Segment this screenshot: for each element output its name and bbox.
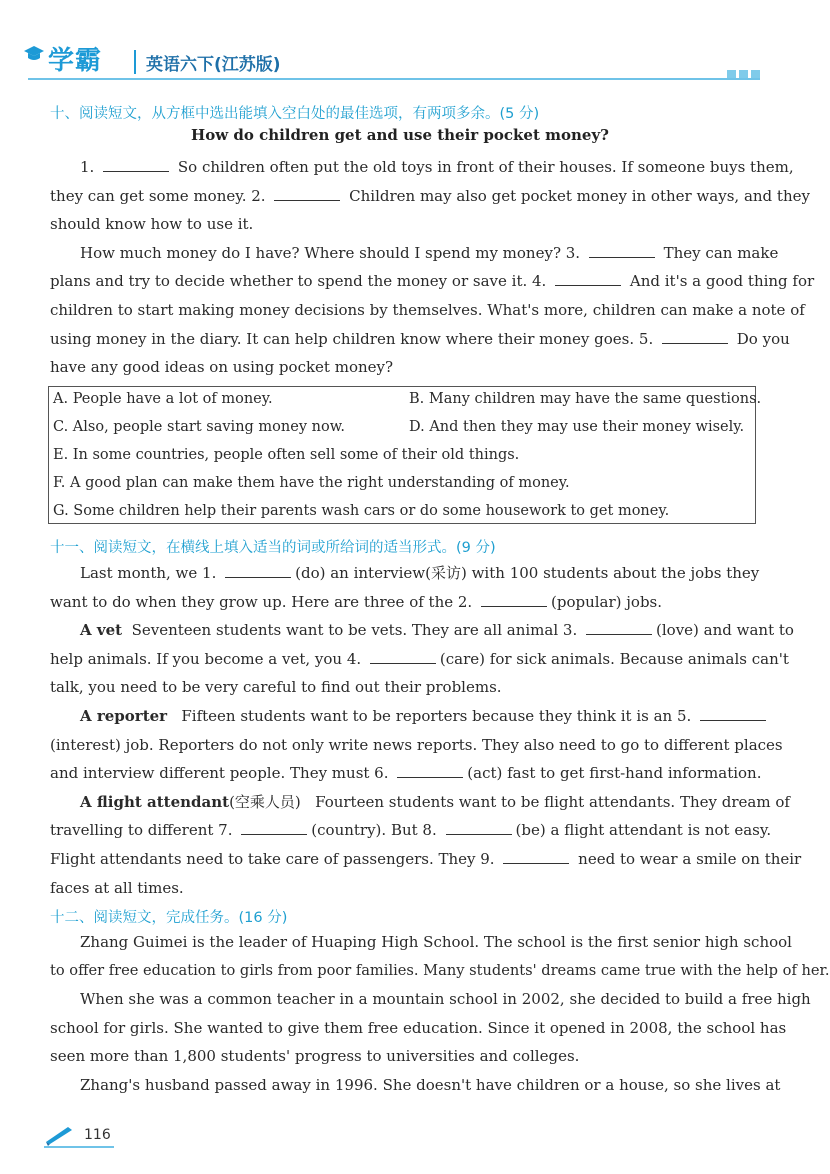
section-12-passage: Zhang Guimei is the leader of Huaping High School. The school is the first senior high school to offer free education to girls from poor families. Many students' dreams came true with the help of her. When she was a common teacher in a mountain school in 2002, she decided to build a free high school for girls. She wanted to give them free education. Since it opened in 2008, the school has seen more than 1,800 students' progress to universities and colleges. Zhang's husband passed away in 1996. She doesn't have children or a house, so she lives at [50,933,830,1094]
book-title: 英语六下(江苏版) [146,55,281,75]
passage-heading: How do children get and use their pocket money? [191,126,609,144]
answer-blank [662,342,728,344]
brand-logo: 学霸 [48,46,103,76]
graduation-cap-icon [22,42,46,66]
answer-blank [370,662,436,664]
option-e: E. In some countries, people often sell some of their old things. [53,447,520,463]
answer-blank [103,170,169,172]
header-decoration [724,64,760,83]
option-c: C. Also, people start saving money now. [53,419,345,435]
answer-blank [274,199,340,201]
answer-blank [241,833,307,835]
section-11-title: 十一、阅读短文，在横线上填入适当的词或所给词的适当形式。(9 分) [50,540,496,556]
page-header [28,40,760,86]
answer-blank [555,284,621,286]
section-11-passage: Last month, we 1. (do) an interview(采访) with 100 students about the jobs they want to do when they grow up. Here are three of the 2. (popular) jobs. A vet Seventeen students want to be vets. They are all animal 3. (love) and want to help animals. If you become a vet, you 4. (care) for sick animals. Because animals can't talk, you need to be very careful to find out their problems. A reporter Fifteen students want to be reporters because they think it is an 5. (interest) job. Reporters do not only write news reports. They also need to go to different places and interview different people. They must 6. (act) fast to get first-hand information. A flight attendant(空乘人员) Fourteen students want to be flight attendants. They dream of travelling to different 7. (country). But 8. (be) a flight attendant is not easy. Flight attendants need to take care of passengers. They 9. need to wear a smile on their faces at all times. [50,564,802,897]
option-g: G. Some children help their parents wash cars or do some housework to get money. [53,503,670,519]
answer-blank [481,605,547,607]
answer-blank [503,862,569,864]
section-10-title: 十、阅读短文，从方框中选出能填入空白处的最佳选项，有两项多余。(5 分) [50,106,540,122]
option-b: B. Many children may have the same questions. [409,391,762,407]
section-12-title: 十二、阅读短文，完成任务。(16 分) [50,910,288,926]
answer-blank [225,576,291,578]
header-rule [28,78,760,80]
answer-blank [589,256,655,258]
page-number: 116 [84,1127,111,1143]
brand-divider [134,50,136,74]
answer-blank [397,776,463,778]
option-d: D. And then they may use their money wisely. [409,419,745,435]
answer-blank [700,719,766,721]
option-f: F. A good plan can make them have the right understanding of money. [53,475,570,491]
answer-blank [586,633,652,635]
footer-rule [44,1146,114,1148]
options-box [48,386,762,524]
pencil-icon [44,1126,78,1146]
option-a: A. People have a lot of money. [53,391,273,407]
section-10-passage: 1. So children often put the old toys in front of their houses. If someone buys them, they can get some money. 2. Children may also get pocket money in other ways, and they should know how to use it. How much money do I have? Where should I spend my money? 3. They can make plans and try to decide whether to spend the money or save it. 4. And it's a good thing for children to start making money decisions by themselves. What's more, children can make a note of using money in the diary. It can help children know where their money goes. 5. Do you have any good ideas on using pocket money? [50,158,815,377]
answer-blank [446,833,512,835]
